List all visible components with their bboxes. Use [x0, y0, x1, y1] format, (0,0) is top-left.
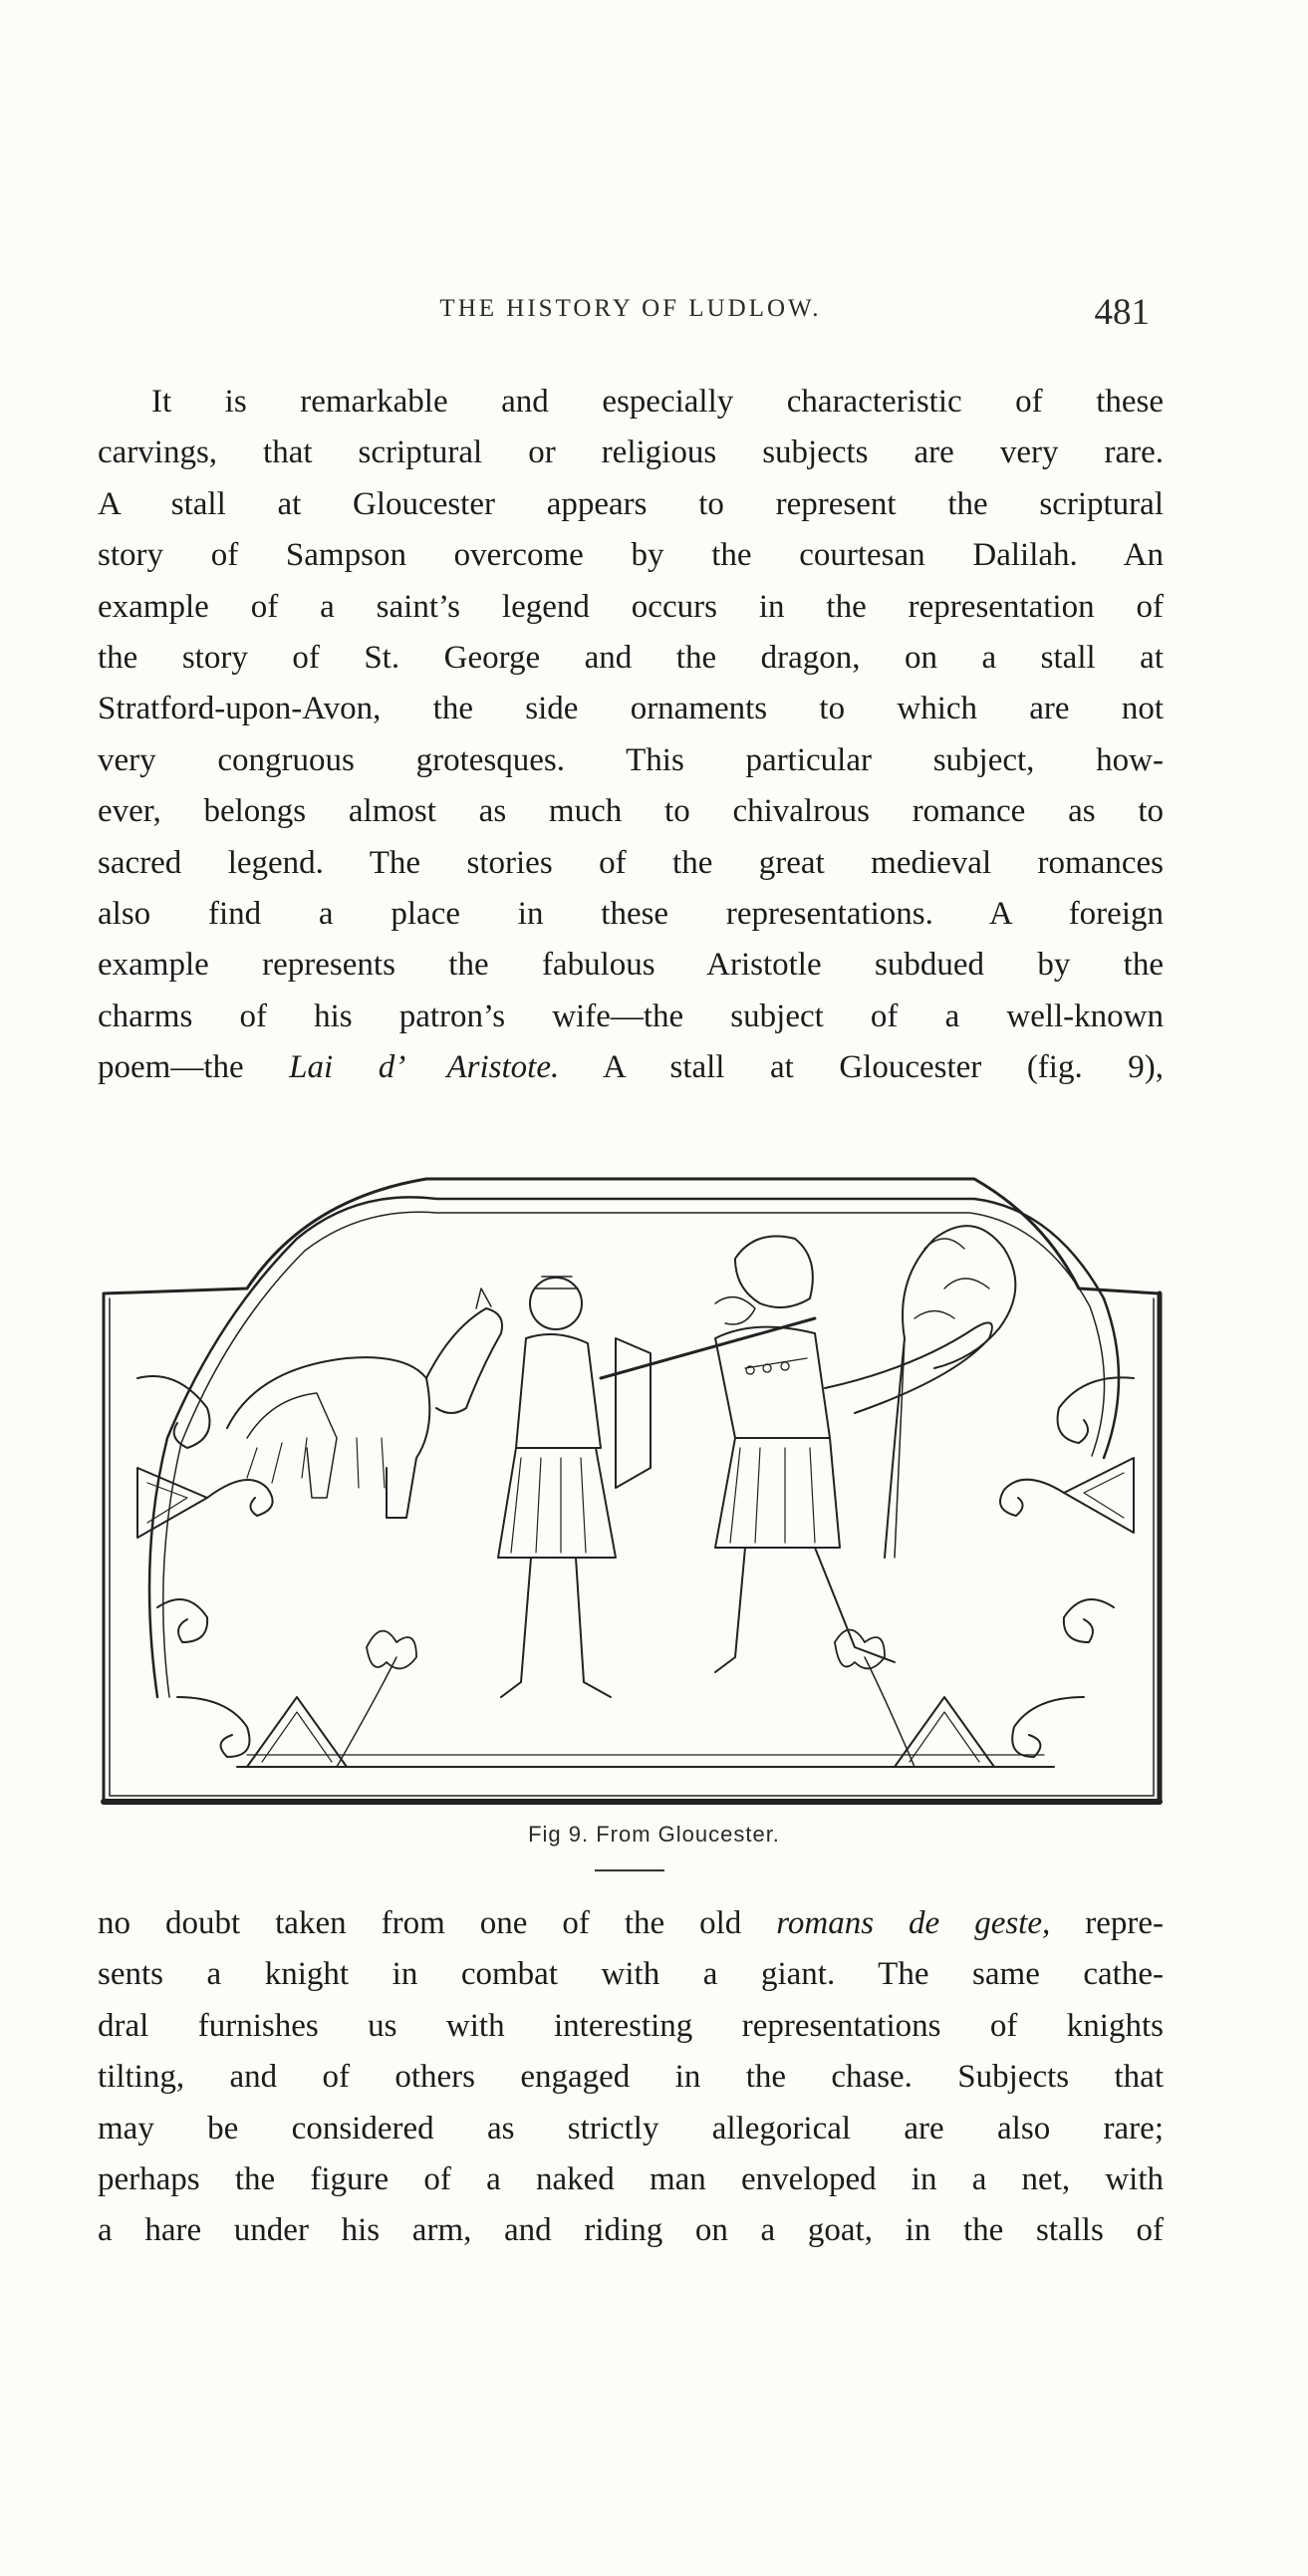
italic-title: Lai d’ Aristote.	[289, 1049, 560, 1086]
caption-rule	[595, 1869, 664, 1871]
text-line: example of a saint’s legend occurs in the representation of	[98, 588, 1164, 625]
text-line: carvings, that scriptural or religious subjects are very rare.	[98, 434, 1164, 471]
text-run: repre-	[1050, 1905, 1164, 1941]
text-line: sents a knight in combat with a giant. The same cathe-	[98, 1956, 1164, 1993]
text-line: charms of his patron’s wife—the subject of a well-known	[98, 998, 1164, 1034]
text-line: It is remarkable and especially characteristic of these	[151, 384, 1164, 420]
text-line: story of Sampson overcome by the courtesan Dalilah. An	[98, 537, 1164, 574]
text-line: ever, belongs almost as much to chivalrous romance as to	[98, 793, 1164, 830]
running-title: THE HISTORY OF LUDLOW.	[439, 295, 822, 322]
text-line: tilting, and of others engaged in the chase. Subjects that	[98, 2059, 1164, 2096]
carving-illustration	[98, 1139, 1166, 1819]
text-line: dral furnishes us with interesting representations of knights	[98, 2007, 1164, 2044]
text-line: A stall at Gloucester appears to represent the scriptural	[98, 485, 1164, 522]
text-line: also find a place in these representations. A foreign	[98, 895, 1164, 932]
text-line: a hare under his arm, and riding on a goat, in the stalls of	[98, 2212, 1164, 2249]
text-line: Stratford-upon-Avon, the side ornaments to which are not	[98, 691, 1164, 727]
text-line: example represents the fabulous Aristotle subdued by the	[98, 947, 1164, 984]
text-run: A stall at Gloucester (fig. 9),	[559, 1049, 1164, 1086]
text-line: may be considered as strictly allegorical are also rare;	[98, 2110, 1164, 2147]
text-run: poem—the	[98, 1049, 290, 1086]
paragraph-top	[98, 377, 1164, 1093]
running-head	[98, 291, 1164, 341]
text-line: the story of St. George and the dragon, on a stall at	[98, 639, 1164, 676]
text-run: no doubt taken from one of the old	[98, 1905, 777, 1941]
text-line: very congruous grotesques. This particular subject, how-	[98, 741, 1164, 778]
page-number: 481	[1094, 292, 1150, 333]
paragraph-bottom	[98, 1898, 1164, 2257]
text-line	[98, 1042, 1164, 1093]
italic-title: romans de geste,	[776, 1905, 1051, 1941]
figure-caption: Fig 9. From Gloucester.	[528, 1822, 780, 1847]
text-line: sacred legend. The stories of the great medieval romances	[98, 844, 1164, 881]
text-line	[98, 1898, 1164, 1949]
figure-carving	[98, 1139, 1166, 1819]
text-line: perhaps the figure of a naked man enveloped in a net, with	[98, 2160, 1164, 2197]
